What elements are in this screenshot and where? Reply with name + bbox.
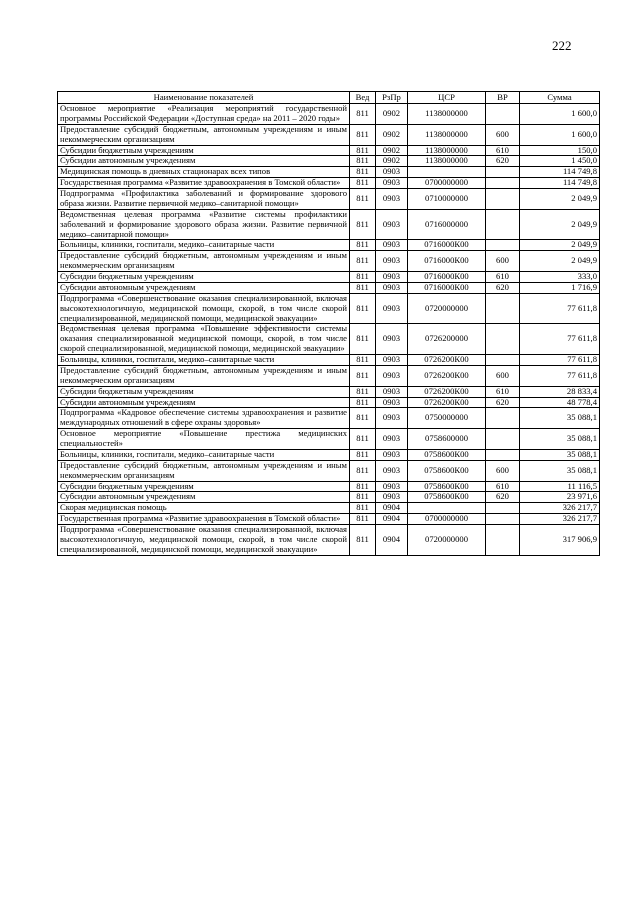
cell-name: Медицинская помощь в дневных стационарах всех типов: [58, 167, 350, 178]
page-number: 222: [552, 38, 572, 53]
cell-vr: [486, 324, 520, 355]
cell-name: Субсидии бюджетным учреждениям: [58, 386, 350, 397]
cell-ved: 811: [350, 282, 376, 293]
cell-vr: [486, 514, 520, 525]
cell-sum: 1 600,0: [520, 104, 600, 125]
cell-csr: 0726200К00: [408, 355, 486, 366]
table-row: [58, 397, 600, 408]
cell-vr: [486, 293, 520, 324]
table-row: [58, 104, 600, 125]
cell-rzpr: 0903: [376, 481, 408, 492]
cell-ved: 811: [350, 492, 376, 503]
cell-vr: 620: [486, 156, 520, 167]
cell-vr: 600: [486, 460, 520, 481]
cell-name: Ведомственная целевая программа «Повышение эффективности системы оказания специализированной медицинской помощи, скорой, в том числе скорой специализированной, медицинской помощи, медицинской эвакуации»: [58, 324, 350, 355]
cell-rzpr: 0903: [376, 251, 408, 272]
cell-sum: 35 088,1: [520, 429, 600, 450]
cell-csr: 0750000000: [408, 408, 486, 429]
cell-sum: 2 049,9: [520, 209, 600, 240]
cell-rzpr: 0903: [376, 397, 408, 408]
table-row: [58, 525, 600, 556]
cell-name: Субсидии автономным учреждениям: [58, 282, 350, 293]
cell-ved: 811: [350, 503, 376, 514]
cell-ved: 811: [350, 189, 376, 210]
cell-rzpr: 0904: [376, 514, 408, 525]
table-row: [58, 324, 600, 355]
cell-ved: 811: [350, 156, 376, 167]
cell-vr: 600: [486, 365, 520, 386]
cell-csr: 1138000000: [408, 104, 486, 125]
cell-sum: 28 833,4: [520, 386, 600, 397]
cell-vr: [486, 167, 520, 178]
cell-vr: [486, 189, 520, 210]
cell-rzpr: 0903: [376, 355, 408, 366]
cell-rzpr: 0903: [376, 429, 408, 450]
cell-rzpr: 0902: [376, 145, 408, 156]
table-row: [58, 272, 600, 283]
cell-ved: 811: [350, 525, 376, 556]
cell-name: Предоставление субсидий бюджетным, автономным учреждениям и иным некоммерческим организациям: [58, 251, 350, 272]
cell-rzpr: 0904: [376, 503, 408, 514]
cell-rzpr: 0903: [376, 324, 408, 355]
cell-name: Подпрограмма «Совершенствование оказания специализированной, включая высокотехнологичную, медицинской помощи, скорой, в том числе скорой специализированной, медицинской помощи, медицинской эвакуации»: [58, 293, 350, 324]
cell-rzpr: 0903: [376, 386, 408, 397]
cell-ved: 811: [350, 145, 376, 156]
cell-name: Государственная программа «Развитие здравоохранения в Томской области»: [58, 178, 350, 189]
cell-ved: 811: [350, 460, 376, 481]
cell-csr: [408, 167, 486, 178]
cell-rzpr: 0902: [376, 156, 408, 167]
header-ved: Вед: [350, 92, 376, 104]
header-name: Наименование показателей: [58, 92, 350, 104]
cell-csr: 0720000000: [408, 525, 486, 556]
cell-rzpr: 0903: [376, 167, 408, 178]
cell-sum: 317 906,9: [520, 525, 600, 556]
cell-rzpr: 0904: [376, 525, 408, 556]
table-header-row: [58, 92, 600, 104]
cell-name: Субсидии бюджетным учреждениям: [58, 272, 350, 283]
cell-csr: 0726200К00: [408, 365, 486, 386]
table-row: [58, 386, 600, 397]
cell-csr: 0758600К00: [408, 460, 486, 481]
cell-csr: 0716000К00: [408, 251, 486, 272]
table-body: [58, 104, 600, 556]
cell-vr: [486, 104, 520, 125]
cell-rzpr: 0903: [376, 178, 408, 189]
cell-ved: 811: [350, 251, 376, 272]
cell-csr: 0716000К00: [408, 282, 486, 293]
table-row: [58, 429, 600, 450]
cell-sum: 114 749,8: [520, 167, 600, 178]
cell-csr: 0700000000: [408, 178, 486, 189]
cell-rzpr: 0902: [376, 124, 408, 145]
table-row: [58, 481, 600, 492]
cell-vr: [486, 408, 520, 429]
cell-name: Предоставление субсидий бюджетным, автономным учреждениям и иным некоммерческим организациям: [58, 365, 350, 386]
table-row: [58, 492, 600, 503]
cell-ved: 811: [350, 178, 376, 189]
cell-vr: 610: [486, 386, 520, 397]
cell-ved: 811: [350, 449, 376, 460]
cell-name: Основное мероприятие «Повышение престижа медицинских специальностей»: [58, 429, 350, 450]
cell-vr: [486, 209, 520, 240]
header-vr: ВР: [486, 92, 520, 104]
cell-name: Предоставление субсидий бюджетным, автономным учреждениям и иным некоммерческим организациям: [58, 460, 350, 481]
cell-csr: 0716000К00: [408, 272, 486, 283]
cell-name: Больницы, клиники, госпитали, медико–санитарные части: [58, 449, 350, 460]
cell-rzpr: 0903: [376, 293, 408, 324]
cell-name: Подпрограмма «Совершенствование оказания специализированной, включая высокотехнологичную, медицинской помощи, скорой, в том числе скорой специализированной, медицинской помощи, медицинской эвакуации»: [58, 525, 350, 556]
cell-sum: 77 611,8: [520, 324, 600, 355]
cell-csr: 0758600000: [408, 429, 486, 450]
cell-name: Подпрограмма «Профилактика заболеваний и формирование здорового образа жизни. Развитие первичной медико–санитарной помощи»: [58, 189, 350, 210]
cell-ved: 811: [350, 209, 376, 240]
cell-rzpr: 0903: [376, 460, 408, 481]
cell-vr: 620: [486, 282, 520, 293]
cell-rzpr: 0903: [376, 492, 408, 503]
cell-csr: 1138000000: [408, 156, 486, 167]
cell-sum: 35 088,1: [520, 449, 600, 460]
cell-ved: 811: [350, 272, 376, 283]
table-row: [58, 156, 600, 167]
cell-name: Подпрограмма «Кадровое обеспечение системы здравоохранения и развитие международных отношений в сфере охраны здоровья»: [58, 408, 350, 429]
cell-sum: 150,0: [520, 145, 600, 156]
cell-name: Субсидии автономным учреждениям: [58, 492, 350, 503]
cell-ved: 811: [350, 104, 376, 125]
cell-vr: [486, 355, 520, 366]
cell-ved: 811: [350, 408, 376, 429]
cell-ved: 811: [350, 481, 376, 492]
cell-name: Больницы, клиники, госпитали, медико–санитарные части: [58, 240, 350, 251]
cell-name: Субсидии автономным учреждениям: [58, 156, 350, 167]
cell-sum: 11 116,5: [520, 481, 600, 492]
cell-vr: 620: [486, 492, 520, 503]
cell-csr: 0710000000: [408, 189, 486, 210]
cell-rzpr: 0903: [376, 408, 408, 429]
header-rzpr: РзПр: [376, 92, 408, 104]
cell-rzpr: 0903: [376, 240, 408, 251]
cell-name: Больницы, клиники, госпитали, медико–санитарные части: [58, 355, 350, 366]
cell-ved: 811: [350, 365, 376, 386]
cell-sum: 326 217,7: [520, 514, 600, 525]
table-row: [58, 514, 600, 525]
table-row: [58, 408, 600, 429]
header-sum: Сумма: [520, 92, 600, 104]
cell-csr: 1138000000: [408, 145, 486, 156]
budget-table: [57, 91, 600, 556]
cell-vr: 610: [486, 272, 520, 283]
cell-sum: 35 088,1: [520, 408, 600, 429]
header-csr: ЦСР: [408, 92, 486, 104]
cell-sum: 114 749,8: [520, 178, 600, 189]
table-row: [58, 209, 600, 240]
cell-vr: [486, 240, 520, 251]
table-row: [58, 189, 600, 210]
cell-rzpr: 0903: [376, 282, 408, 293]
cell-name: Скорая медицинская помощь: [58, 503, 350, 514]
cell-ved: 811: [350, 397, 376, 408]
table-row: [58, 178, 600, 189]
cell-sum: 1 450,0: [520, 156, 600, 167]
cell-name: Ведомственная целевая программа «Развитие системы профилактики заболеваний и формирование здорового образа жизни. Развитие первичной медико–санитарной помощи»: [58, 209, 350, 240]
cell-sum: 1 600,0: [520, 124, 600, 145]
cell-vr: 600: [486, 124, 520, 145]
cell-ved: 811: [350, 324, 376, 355]
cell-csr: 0720000000: [408, 293, 486, 324]
table-row: [58, 282, 600, 293]
cell-ved: 811: [350, 167, 376, 178]
cell-name: Субсидии бюджетным учреждениям: [58, 481, 350, 492]
cell-vr: [486, 449, 520, 460]
cell-name: Государственная программа «Развитие здравоохранения в Томской области»: [58, 514, 350, 525]
cell-csr: 0758600К00: [408, 481, 486, 492]
cell-sum: 77 611,8: [520, 365, 600, 386]
cell-csr: 1138000000: [408, 124, 486, 145]
cell-ved: 811: [350, 240, 376, 251]
table-row: [58, 365, 600, 386]
cell-sum: 77 611,8: [520, 355, 600, 366]
cell-csr: 0716000К00: [408, 240, 486, 251]
cell-rzpr: 0903: [376, 449, 408, 460]
cell-csr: 0726200000: [408, 324, 486, 355]
cell-csr: 0726200К00: [408, 386, 486, 397]
cell-vr: [486, 178, 520, 189]
table-row: [58, 293, 600, 324]
cell-vr: [486, 525, 520, 556]
cell-rzpr: 0903: [376, 209, 408, 240]
cell-ved: 811: [350, 429, 376, 450]
cell-sum: 77 611,8: [520, 293, 600, 324]
cell-csr: 0758600К00: [408, 492, 486, 503]
table-row: [58, 460, 600, 481]
cell-ved: 811: [350, 386, 376, 397]
table-row: [58, 145, 600, 156]
cell-csr: 0700000000: [408, 514, 486, 525]
cell-vr: [486, 429, 520, 450]
cell-name: Основное мероприятие «Реализация мероприятий государственной программы Российской Федерации «Доступная среда» на 2011 – 2020 годы»: [58, 104, 350, 125]
cell-sum: 2 049,9: [520, 240, 600, 251]
table-row: [58, 503, 600, 514]
cell-ved: 811: [350, 514, 376, 525]
cell-ved: 811: [350, 124, 376, 145]
cell-csr: 0716000000: [408, 209, 486, 240]
cell-sum: 326 217,7: [520, 503, 600, 514]
cell-sum: 2 049,9: [520, 189, 600, 210]
cell-vr: 620: [486, 397, 520, 408]
cell-csr: 0726200К00: [408, 397, 486, 408]
cell-name: Субсидии автономным учреждениям: [58, 397, 350, 408]
cell-name: Предоставление субсидий бюджетным, автономным учреждениям и иным некоммерческим организациям: [58, 124, 350, 145]
cell-vr: 600: [486, 251, 520, 272]
cell-rzpr: 0902: [376, 104, 408, 125]
table-row: [58, 167, 600, 178]
cell-ved: 811: [350, 293, 376, 324]
table-row: [58, 355, 600, 366]
table-row: [58, 251, 600, 272]
cell-sum: 48 778,4: [520, 397, 600, 408]
cell-vr: [486, 503, 520, 514]
cell-vr: 610: [486, 145, 520, 156]
table-row: [58, 240, 600, 251]
cell-sum: 23 971,6: [520, 492, 600, 503]
cell-sum: 2 049,9: [520, 251, 600, 272]
cell-ved: 811: [350, 355, 376, 366]
cell-csr: 0758600К00: [408, 449, 486, 460]
cell-rzpr: 0903: [376, 365, 408, 386]
cell-name: Субсидии бюджетным учреждениям: [58, 145, 350, 156]
cell-rzpr: 0903: [376, 272, 408, 283]
cell-sum: 1 716,9: [520, 282, 600, 293]
cell-csr: [408, 503, 486, 514]
cell-sum: 333,0: [520, 272, 600, 283]
cell-rzpr: 0903: [376, 189, 408, 210]
cell-sum: 35 088,1: [520, 460, 600, 481]
table-row: [58, 124, 600, 145]
table-row: [58, 449, 600, 460]
cell-vr: 610: [486, 481, 520, 492]
